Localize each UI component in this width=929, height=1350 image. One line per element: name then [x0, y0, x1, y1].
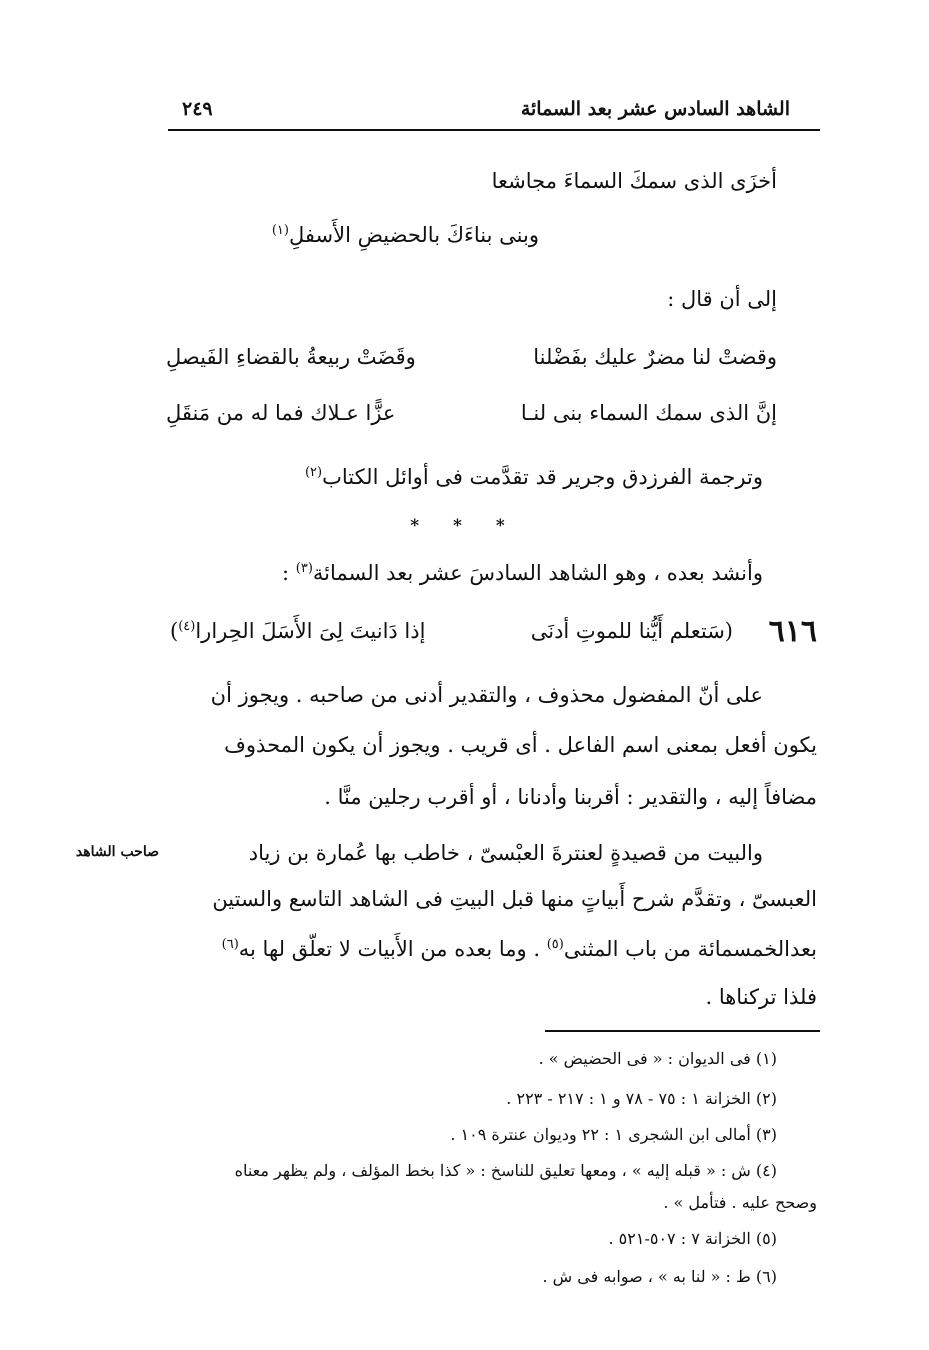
para2-line3	[222, 932, 817, 966]
witness-number: ٦١٦	[768, 614, 817, 649]
para2-line4: فلذا تركناها .	[705, 985, 817, 1009]
footnote-5: (٥) الخزانة ٧ : ٥٠٧-٥٢١ .	[608, 1229, 777, 1248]
footnotes-rule	[545, 1030, 820, 1032]
footnote-ref-6: (٦)	[221, 937, 239, 952]
footnote-ref-5: (٥)	[546, 937, 564, 952]
para2-line3-part-a: بعدالخمسمائة من باب المثنى	[563, 937, 817, 961]
verse2-line2-second-half: عزًّا عـلاك فما له من مَنقَلِ	[166, 401, 396, 425]
verse2-line1-first-half: وقضتْ لنا مضرٌ عليك بفَضْلنا	[533, 345, 777, 369]
translation-line	[305, 460, 763, 494]
verse616-close-paren: )	[170, 619, 179, 643]
para1-line1: على أنّ المفضول محذوف ، والتقدير أدنى من صاحبه . ويجوز أن	[210, 683, 763, 707]
para2-line3-part-b: . وما بعده من الأَبيات لا تعلّق لها به	[238, 937, 547, 961]
verse1-line1: أخزَى الذى سمكَ السماءَ مجاشعا	[491, 169, 777, 193]
recitation-colon: :	[281, 561, 296, 585]
recitation-text: وأنشد بعده ، وهو الشاهد السادسَ عشر بعد السمائة	[312, 561, 763, 585]
para1-line2: يكون أفعل بمعنى اسم الفاعل . أى قريب . ويجوز أن يكون المحذوف	[224, 733, 817, 757]
recitation-line	[282, 556, 763, 590]
verse2-line1-second-half: وقَضَتْ ربيعةُ بالقضاءِ الفَيصلِ	[166, 345, 416, 369]
footnote-ref-2: (٢)	[304, 465, 323, 480]
footnote-ref-4: (٤)	[178, 619, 196, 634]
para2-line2: العبسىّ ، وتقدَّم شرح أَبياتٍ منها قبل البيتِ فى الشاهد التاسع والستين	[212, 887, 817, 911]
verse616-second-half	[170, 614, 425, 648]
footnote-4-continued: وصحح عليه . فتأمل » .	[663, 1193, 817, 1212]
para2-line1: والبيت من قصيدةٍ لعنترةَ العبْسىّ ، خاطب بها عُمارة بن زياد	[248, 841, 763, 865]
page-header	[168, 98, 820, 128]
verse616-first-half: (سَتعلم أَيُّنا للموتِ أدنَى	[530, 619, 733, 643]
footnote-ref-3: (٣)	[295, 561, 313, 576]
running-title: الشاهد السادس عشر بعد السمائة	[520, 98, 790, 120]
section-separator: * * *	[410, 516, 519, 536]
verse616-second-half-text: إذا دَانيتَ لِىَ الأَسَلَ الحِرارا	[195, 619, 426, 643]
verse2-line2-first-half: إنَّ الذى سمك السماء بنى لنـا	[520, 401, 777, 425]
translation-text: وترجمة الفرزدق وجرير قد تقدَّمت فى أوائل الكتاب	[322, 465, 763, 489]
footnote-ref-1: (١)	[271, 223, 289, 238]
footnote-4: (٤) ش : « قبله إليه » ، ومعها تعليق للناسخ : « كذا بخط المؤلف ، ولم يظهر معناه	[234, 1161, 777, 1180]
footnote-3: (٣) أمالى ابن الشجرى ١ : ٢٢ وديوان عنترة ١٠٩ .	[450, 1125, 777, 1144]
footnote-6: (٦) ط : « لنا به » ، صوابه فى ش .	[542, 1267, 777, 1286]
verse1-line2-text: وبنى بناءَكَ بالحضيضِ الأَسفلِ	[288, 223, 539, 247]
footnote-1: (١) فى الديوان : « فى الحضيض » .	[538, 1049, 777, 1068]
para1-line3: مضافاً إليه ، والتقدير : أقربنا وأدنانا ، أو أقرب رجلين منَّا .	[324, 785, 817, 809]
margin-note: صاحب الشاهد	[75, 844, 159, 860]
intro-quote: إلى أن قال :	[667, 287, 777, 311]
header-rule	[168, 129, 820, 131]
footnote-2: (٢) الخزانة ١ : ٧٥ - ٧٨ و ١ : ٢١٧ - ٢٢٣ .	[506, 1089, 777, 1108]
page-number: ٢٤٩	[182, 98, 213, 120]
verse1-line2	[272, 218, 539, 252]
